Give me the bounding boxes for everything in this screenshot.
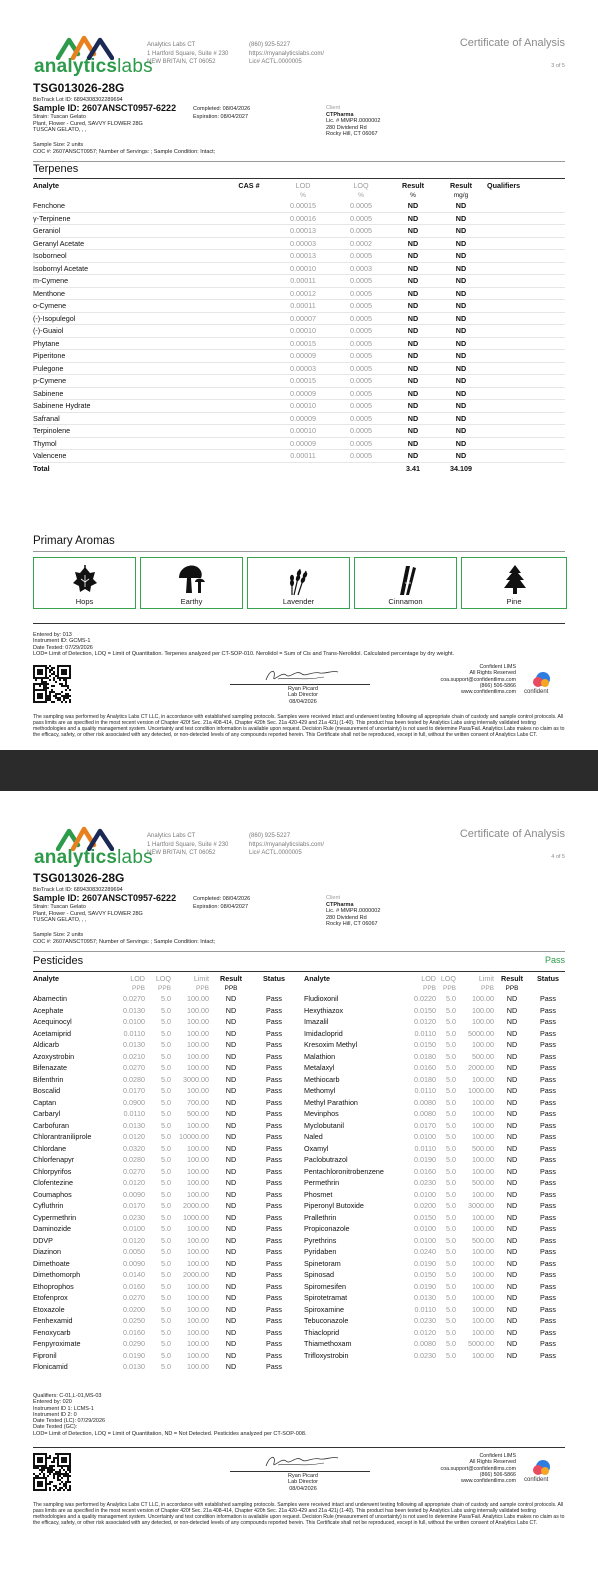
table-row: Menthone 0.00012 0.0005 ND ND bbox=[33, 287, 565, 300]
table-row: Flonicamid 0.0130 5.0 100.00 ND Pass bbox=[33, 1362, 282, 1371]
table-row: Safranal 0.00009 0.0005 ND ND bbox=[33, 412, 565, 425]
divider bbox=[33, 551, 565, 552]
strain: Strain: Tuscan Gelato bbox=[33, 114, 86, 120]
sample-info bbox=[33, 871, 573, 951]
col-result-mg: Result bbox=[450, 181, 472, 190]
primary-aromas bbox=[33, 557, 567, 609]
divider bbox=[33, 1447, 565, 1448]
total-row: Total 3.41 34.109 bbox=[33, 462, 565, 474]
table-row: Trifloxystrobin 0.0230 5.0 100.00 ND Pass bbox=[304, 1350, 556, 1360]
pesticides-table-left bbox=[33, 974, 295, 1373]
signature-line bbox=[230, 1471, 370, 1472]
table-row: Fenchone 0.00015 0.0005 ND ND bbox=[33, 200, 565, 212]
aroma-card-pine: Pine bbox=[461, 557, 567, 609]
table-row: Kresoxim Methyl 0.0150 5.0 100.00 ND Pass bbox=[304, 1040, 556, 1049]
table-row: o-Cymene 0.00011 0.0005 ND ND bbox=[33, 300, 565, 313]
col-analyte: Analyte bbox=[33, 181, 59, 190]
lims-email-link[interactable]: coa.support@confidentlims.com bbox=[440, 1465, 516, 1472]
client-info: Client CTPharma Lic. # MMPR.0000002 280 Dividend Rd Rocky Hill, CT 06067 bbox=[326, 105, 381, 137]
table-row: Malathion 0.0180 5.0 500.00 ND Pass bbox=[304, 1051, 556, 1061]
aroma-card-hops: Hops bbox=[33, 557, 136, 609]
completed-date: Completed: 08/04/2026 bbox=[193, 896, 251, 902]
col-status: Status bbox=[263, 974, 285, 983]
biotrack-id: BioTrack Lot ID: 6894308302289694 bbox=[33, 97, 123, 103]
table-row: Fludioxonil 0.0220 5.0 100.00 ND Pass bbox=[304, 994, 556, 1003]
table-row: Metalaxyl 0.0160 5.0 2000.00 ND Pass bbox=[304, 1063, 556, 1072]
table-row: Prallethrin 0.0150 5.0 100.00 ND Pass bbox=[304, 1212, 556, 1222]
lims-email-link[interactable]: coa.support@confidentlims.com bbox=[440, 676, 516, 683]
units-row: PPB PPB PPB PPB bbox=[131, 985, 238, 992]
cinnamon-icon bbox=[391, 563, 421, 597]
table-header-row bbox=[33, 974, 295, 984]
page-number: 4 of 5 bbox=[551, 854, 565, 860]
col-result-pct: Result bbox=[402, 181, 424, 190]
table-row: (-)-Isopulegol 0.00007 0.0005 ND ND bbox=[33, 312, 565, 325]
matrix: Plant, Flower - Cured, SAVVY FLOWER 28G bbox=[33, 910, 143, 917]
sample-size: Sample Size: 2 units bbox=[33, 142, 84, 148]
signer-block: Ryan Picard Lab Director 08/04/2026 bbox=[288, 1473, 318, 1492]
table-row: Spiroxamine 0.0110 5.0 100.00 ND Pass bbox=[304, 1304, 556, 1314]
table-row: Methyl Parathion 0.0080 5.0 100.00 ND Pass bbox=[304, 1097, 556, 1107]
section-title-aromas: Primary Aromas bbox=[33, 535, 115, 547]
table-row: Pyrethrins 0.0100 5.0 500.00 ND Pass bbox=[304, 1235, 556, 1245]
col-status: Status bbox=[537, 974, 559, 983]
table-row: Pulegone 0.00003 0.0005 ND ND bbox=[33, 362, 565, 375]
table-row: Etofenprox 0.0270 5.0 100.00 ND Pass bbox=[33, 1293, 282, 1302]
page-separator bbox=[0, 750, 598, 791]
coc-line: COC #: 2607ANSCT0957; Number of Servings: ; Sample Condition: Intact; bbox=[33, 938, 216, 945]
divider bbox=[33, 971, 565, 972]
table-row: Daminozide 0.0100 5.0 100.00 ND Pass bbox=[33, 1224, 282, 1233]
strain: Strain: Tuscan Gelato bbox=[33, 904, 86, 910]
overall-status-badge: Pass bbox=[544, 955, 565, 965]
test-notes: Qualifiers: C-01,L-01,MS-03 Entered by: 020 Instrument ID 1: LCMS-1 Instrument ID 2: 0 Date Tested (LC): 07/29/2026 Date Tested (GC): LOD= Limit of Detection, LOQ = Limit of Quantitation, ND = Not Detected. Pesticides analyzed per CT-SOP-008. bbox=[33, 1393, 307, 1437]
lab-website-link[interactable]: https://myanalyticslabs.com/ bbox=[249, 841, 325, 848]
table-row: Isoborneol 0.00013 0.0005 ND ND bbox=[33, 250, 565, 263]
pesticides-table-right bbox=[304, 974, 566, 1361]
lavender-icon bbox=[284, 563, 314, 597]
table-row: Tebuconazole 0.0230 5.0 100.00 ND Pass bbox=[304, 1316, 556, 1325]
page-number: 3 of 5 bbox=[551, 63, 565, 69]
lims-website-link[interactable]: www.confidentlims.com bbox=[460, 689, 516, 696]
table-row: Fenpyroximate 0.0290 5.0 100.00 ND Pass bbox=[33, 1339, 282, 1348]
table-row: Chlordane 0.0320 5.0 100.00 ND Pass bbox=[33, 1143, 282, 1153]
aroma-card-cinnamon: Cinnamon bbox=[354, 557, 457, 609]
table-row: Imazalil 0.0120 5.0 100.00 ND Pass bbox=[304, 1017, 556, 1026]
lab-contact: (860) 925-5227 https://myanalyticslabs.com/ Lic# ACTL.0000005 bbox=[249, 833, 325, 856]
lims-info: Confident LIMS All Rights Reserved coa.support@confidentlims.com (866) 506-5866 www.confidentlims.com bbox=[396, 664, 516, 695]
col-limit: Limit bbox=[478, 974, 494, 983]
col-limit: Limit bbox=[193, 974, 209, 983]
table-row: Ethoprophos 0.0160 5.0 100.00 ND Pass bbox=[33, 1281, 282, 1291]
qr-code-icon[interactable] bbox=[33, 1453, 71, 1491]
table-row: Spinetoram 0.0190 5.0 100.00 ND Pass bbox=[304, 1258, 556, 1268]
table-row: Spirotetramat 0.0130 5.0 100.00 ND Pass bbox=[304, 1293, 556, 1302]
client-info: Client CTPharma Lic. # MMPR.0000002 280 Dividend Rd Rocky Hill, CT 06067 bbox=[326, 895, 381, 927]
page-header bbox=[0, 0, 598, 80]
table-row: Carbofuran 0.0130 5.0 100.00 ND Pass bbox=[33, 1120, 282, 1130]
col-lod: LOD bbox=[295, 181, 311, 190]
table-row: Methomyl 0.0110 5.0 1000.00 ND Pass bbox=[304, 1086, 556, 1095]
lab-address: Analytics Labs CT 1 Hartford Square, Suite # 230 NEW BRITAIN, CT 06052 bbox=[147, 42, 229, 65]
table-row: Pentachloronitrobenzene 0.0160 5.0 100.00 ND Pass bbox=[304, 1166, 556, 1176]
coc-line: COC #: 2607ANSCT0957; Number of Servings: ; Sample Condition: Intact; bbox=[33, 148, 216, 155]
table-row: Phytane 0.00015 0.0005 ND ND bbox=[33, 337, 565, 350]
table-row: Azoxystrobin 0.0210 5.0 100.00 ND Pass bbox=[33, 1051, 282, 1061]
expiration-date: Expiration: 08/04/2027 bbox=[193, 114, 249, 120]
table-row: Phosmet 0.0100 5.0 100.00 ND Pass bbox=[304, 1189, 556, 1199]
aroma-card-earthy: Earthy bbox=[140, 557, 243, 609]
table-row: Geranyl Acetate 0.00003 0.0002 ND ND bbox=[33, 237, 565, 250]
disclaimer: The sampling was performed by Analytics Labs CT LLC, in accordance with established sampling protocols. Samples were received intact and underwent testing following all appropriate chain of custody and sample control protocols. All pass limits are as specified in the most recent version of Chapter 420f Sec. 21a 408-414, Chapter 420h Sec. 21a 420-429 and 21a 421j (1-40). This product has been tested by Analytics Labs using internally validated testing methodologies and a quality management system. Uncertainty and test condition information is available upon request. Decision Rule (measurement of uncertainty) is not used to determine Pass/Fail. Analytics Labs makes no claim as to the efficacy, safety, or other risk associated with any detected, or non-detected levels of any compounds reported herein. This Certificate shall not be reproduced, except in full, without the written consent of Analytics Labs CT. bbox=[33, 1502, 565, 1526]
table-row: Etoxazole 0.0200 5.0 100.00 ND Pass bbox=[33, 1304, 282, 1314]
table-row: Thiamethoxam 0.0080 5.0 5000.00 ND Pass bbox=[304, 1339, 556, 1348]
signature-icon bbox=[262, 665, 342, 685]
table-row: Hexythiazox 0.0150 5.0 100.00 ND Pass bbox=[304, 1005, 556, 1015]
col-loq: LOQ bbox=[353, 181, 369, 190]
table-row: (-)-Guaiol 0.00010 0.0005 ND ND bbox=[33, 325, 565, 338]
table-row: Imidacloprid 0.0110 5.0 5000.00 ND Pass bbox=[304, 1028, 556, 1038]
col-lod: LOD bbox=[130, 974, 145, 983]
table-row: Cyfluthrin 0.0170 5.0 2000.00 ND Pass bbox=[33, 1201, 282, 1210]
product-name: TUSCAN GELATO, , , bbox=[33, 917, 87, 923]
divider bbox=[33, 951, 565, 952]
table-row: Fenhexamid 0.0250 5.0 100.00 ND Pass bbox=[33, 1316, 282, 1325]
sample-size: Sample Size: 2 units bbox=[33, 932, 84, 938]
col-lod: LOD bbox=[421, 974, 436, 983]
lab-contact: (860) 925-5227 https://myanalyticslabs.com/ Lic# ACTL.0000005 bbox=[249, 42, 325, 65]
table-row: Dimethomorph 0.0140 5.0 2000.00 ND Pass bbox=[33, 1270, 282, 1279]
table-row: Acetamiprid 0.0110 5.0 100.00 ND Pass bbox=[33, 1028, 282, 1038]
section-title-pesticides: Pesticides bbox=[33, 955, 84, 967]
table-row: Aldicarb 0.0130 5.0 100.00 ND Pass bbox=[33, 1040, 282, 1049]
col-loq: LOQ bbox=[155, 974, 171, 983]
table-row: Naled 0.0100 5.0 100.00 ND Pass bbox=[304, 1132, 556, 1141]
table-row: Myclobutanil 0.0170 5.0 100.00 ND Pass bbox=[304, 1120, 556, 1130]
terpenes-table bbox=[33, 181, 565, 474]
table-row: Thymol 0.00009 0.0005 ND ND bbox=[33, 437, 565, 450]
lab-website-link[interactable]: https://myanalyticslabs.com/ bbox=[249, 50, 325, 57]
biotrack-id: BioTrack Lot ID: 6894308302289694 bbox=[33, 887, 123, 893]
table-row: Coumaphos 0.0090 5.0 100.00 ND Pass bbox=[33, 1189, 282, 1199]
table-row: Geraniol 0.00013 0.0005 ND ND bbox=[33, 225, 565, 238]
table-row: DDVP 0.0120 5.0 100.00 ND Pass bbox=[33, 1235, 282, 1245]
table-row: Chlorantraniliprole 0.0120 5.0 10000.00 ND Pass bbox=[33, 1132, 282, 1141]
sample-id: Sample ID: 2607ANSCT0957-6222 bbox=[33, 893, 177, 903]
table-row: Clofentezine 0.0120 5.0 100.00 ND Pass bbox=[33, 1178, 282, 1187]
col-qualifiers: Qualifiers bbox=[487, 181, 521, 190]
sample-info bbox=[33, 81, 573, 161]
table-row: Thiacloprid 0.0120 5.0 100.00 ND Pass bbox=[304, 1327, 556, 1337]
table-header-row bbox=[33, 181, 565, 191]
table-row: Valencene 0.00011 0.0005 ND ND bbox=[33, 450, 565, 463]
col-result: Result bbox=[501, 974, 523, 983]
table-row: Boscalid 0.0170 5.0 100.00 ND Pass bbox=[33, 1086, 282, 1095]
table-row: Diazinon 0.0050 5.0 100.00 ND Pass bbox=[33, 1247, 282, 1256]
table-row: Captan 0.0900 5.0 700.00 ND Pass bbox=[33, 1097, 282, 1107]
logo-text: analyticslabs bbox=[34, 847, 153, 868]
col-result: Result bbox=[220, 974, 242, 983]
table-row: Piperitone 0.00009 0.0005 ND ND bbox=[33, 350, 565, 363]
table-row: Abamectin 0.0270 5.0 100.00 ND Pass bbox=[33, 994, 282, 1003]
page-header bbox=[0, 791, 598, 871]
table-row: Terpinolene 0.00010 0.0005 ND ND bbox=[33, 425, 565, 438]
col-analyte: Analyte bbox=[304, 974, 330, 983]
table-row: Piperonyl Butoxide 0.0200 5.0 3000.00 ND Pass bbox=[304, 1201, 556, 1210]
divider bbox=[33, 623, 565, 624]
table-row: Methiocarb 0.0180 5.0 100.00 ND Pass bbox=[304, 1074, 556, 1084]
table-row: p-Cymene 0.00015 0.0005 ND ND bbox=[33, 375, 565, 388]
col-analyte: Analyte bbox=[33, 974, 59, 983]
hops-icon bbox=[70, 563, 100, 597]
table-row: Propiconazole 0.0100 5.0 100.00 ND Pass bbox=[304, 1224, 556, 1233]
document-title: Certificate of Analysis bbox=[459, 37, 565, 49]
section-title-terpenes: Terpenes bbox=[33, 163, 79, 175]
signature-icon bbox=[262, 1451, 342, 1471]
table-row: Chlorpyrifos 0.0270 5.0 100.00 ND Pass bbox=[33, 1166, 282, 1176]
table-row: Sabinene Hydrate 0.00010 0.0005 ND ND bbox=[33, 400, 565, 413]
table-row: Chlorfenapyr 0.0280 5.0 100.00 ND Pass bbox=[33, 1155, 282, 1164]
document-title: Certificate of Analysis bbox=[459, 828, 565, 840]
table-row: Spiromesifen 0.0190 5.0 100.00 ND Pass bbox=[304, 1281, 556, 1291]
table-row: Paclobutrazol 0.0190 5.0 100.00 ND Pass bbox=[304, 1155, 556, 1164]
table-row: m-Cymene 0.00011 0.0005 ND ND bbox=[33, 275, 565, 288]
table-row: Spinosad 0.0150 5.0 100.00 ND Pass bbox=[304, 1270, 556, 1279]
units-row: % % % mg/g bbox=[300, 192, 469, 199]
table-row: Acephate 0.0130 5.0 100.00 ND Pass bbox=[33, 1005, 282, 1015]
table-row: γ-Terpinene 0.00016 0.0005 ND ND bbox=[33, 212, 565, 225]
table-row: Pyridaben 0.0240 5.0 100.00 ND Pass bbox=[304, 1247, 556, 1256]
table-row: Cypermethrin 0.0230 5.0 1000.00 ND Pass bbox=[33, 1212, 282, 1222]
lims-info: Confident LIMS All Rights Reserved coa.support@confidentlims.com (866) 506-5866 www.confidentlims.com bbox=[396, 1453, 516, 1484]
mushroom-icon bbox=[177, 563, 207, 597]
col-loq: LOQ bbox=[440, 974, 456, 983]
table-row: Mevinphos 0.0080 5.0 100.00 ND Pass bbox=[304, 1109, 556, 1118]
divider bbox=[33, 178, 565, 179]
table-row: Fenoxycarb 0.0160 5.0 100.00 ND Pass bbox=[33, 1327, 282, 1337]
sample-code: TSG013026-28G bbox=[33, 871, 125, 885]
table-row: Sabinene 0.00009 0.0005 ND ND bbox=[33, 387, 565, 400]
table-row: Permethrin 0.0230 5.0 500.00 ND Pass bbox=[304, 1178, 556, 1187]
test-notes: Entered by: 013 Instrument ID: GCMS-1 Date Tested: 07/29/2026 LOD= Limit of Detection, LOQ = Limit of Quantitation. Terpenes analyzed per CT-SOP-010. Nerolidol = Sum of Cis and Trans-Nerolidol. Calculated percentage by dry weight. bbox=[33, 632, 455, 657]
divider bbox=[33, 161, 565, 162]
coa-page-pesticides bbox=[0, 791, 598, 1570]
units-row: PPB PPB PPB PPB bbox=[422, 985, 519, 992]
table-row: Dimethoate 0.0090 5.0 100.00 ND Pass bbox=[33, 1258, 282, 1268]
qr-code-icon[interactable] bbox=[33, 665, 71, 703]
table-row: Bifenazate 0.0270 5.0 100.00 ND Pass bbox=[33, 1063, 282, 1072]
table-row: Isobornyl Acetate 0.00010 0.0003 ND ND bbox=[33, 262, 565, 275]
coa-page-terpenes bbox=[0, 0, 598, 750]
sample-id: Sample ID: 2607ANSCT0957-6222 bbox=[33, 103, 177, 113]
sample-code: TSG013026-28G bbox=[33, 81, 125, 95]
pine-tree-icon bbox=[500, 563, 530, 597]
table-header-row bbox=[304, 974, 566, 984]
col-cas: CAS # bbox=[238, 181, 260, 190]
confident-logo-text: confident bbox=[524, 1477, 549, 1483]
logo-text: analyticslabs bbox=[34, 56, 153, 77]
lab-address: Analytics Labs CT 1 Hartford Square, Suite # 230 NEW BRITAIN, CT 06052 bbox=[147, 833, 229, 856]
matrix: Plant, Flower - Cured, SAVVY FLOWER 28G bbox=[33, 120, 143, 127]
table-row: Acequinocyl 0.0100 5.0 100.00 ND Pass bbox=[33, 1017, 282, 1026]
disclaimer: The sampling was performed by Analytics Labs CT LLC, in accordance with established sampling protocols. Samples were received intact and underwent testing following all appropriate chain of custody and sample control protocols. All pass limits are as specified in the most recent version of Chapter 420f Sec. 21a 408-414, Chapter 420h Sec. 21a 420-429 and 21a 421j (1-40). This product has been tested by Analytics Labs using internally validated testing methodologies and a quality management system. Uncertainty and test condition information is available upon request. Decision Rule (measurement of uncertainty) is not used to determine Pass/Fail. Analytics Labs makes no claim as to the efficacy, safety, or other risk associated with any detected, or non-detected levels of any compounds reported herein. This Certificate shall not be reproduced, except in full, without the written consent of Analytics Labs CT. bbox=[33, 714, 565, 738]
table-row: Fipronil 0.0190 5.0 100.00 ND Pass bbox=[33, 1350, 282, 1360]
table-row: Oxamyl 0.0110 5.0 500.00 ND Pass bbox=[304, 1143, 556, 1153]
expiration-date: Expiration: 08/04/2027 bbox=[193, 904, 249, 910]
confident-logo-text: confident bbox=[524, 689, 549, 695]
signer-block: Ryan Picard Lab Director 08/04/2026 bbox=[288, 686, 318, 705]
signature-line bbox=[230, 684, 370, 685]
product-name: TUSCAN GELATO, , , bbox=[33, 127, 87, 133]
aroma-card-lavender: Lavender bbox=[247, 557, 350, 609]
table-row: Carbaryl 0.0110 5.0 500.00 ND Pass bbox=[33, 1109, 282, 1118]
table-row: Bifenthrin 0.0280 5.0 3000.00 ND Pass bbox=[33, 1074, 282, 1084]
completed-date: Completed: 08/04/2026 bbox=[193, 106, 251, 112]
lims-website-link[interactable]: www.confidentlims.com bbox=[460, 1478, 516, 1485]
